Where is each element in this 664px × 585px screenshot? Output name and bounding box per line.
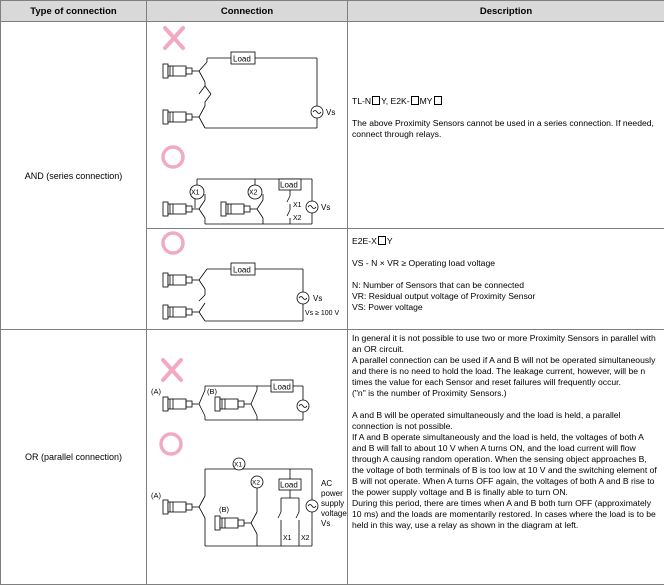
or-d2-supply-2: power xyxy=(321,489,343,498)
placeholder-box-icon xyxy=(434,96,442,105)
and-d3-vs-label: Vs xyxy=(313,294,322,303)
header-description: Description xyxy=(348,1,664,22)
and-diagram3-cell xyxy=(147,229,348,330)
or-d2-relay-x2: X2 xyxy=(301,535,310,542)
or-desc-p2: A parallel connection can be used if A and B will not be operated simultaneously and there is no need to hold the load. The leakage current, however, will be n times the value for each Sensor and reset failures will frequently occur. xyxy=(352,355,660,388)
and-d2-x1-label: X1 xyxy=(191,190,200,197)
or-type-cell xyxy=(1,330,147,585)
and-model2-suffix: Y xyxy=(387,236,393,246)
and-vs-def: VS: Power voltage xyxy=(352,302,660,313)
and-model-mid: Y, E2K- xyxy=(381,96,410,106)
and-row-1 xyxy=(1,22,664,229)
and-series-diagrams xyxy=(147,22,347,226)
or-d2-supply-5: Vs xyxy=(321,519,330,528)
or-parallel-diagrams xyxy=(147,356,347,556)
or-d2-relay-x1: X1 xyxy=(283,535,292,542)
and-series-diagram-3 xyxy=(147,229,347,327)
or-d2-supply-3: supply xyxy=(321,499,344,508)
and-d1-load-label: Load xyxy=(233,55,251,64)
and-model-line-2 xyxy=(352,236,660,247)
circle-mark-icon xyxy=(163,147,183,167)
header-connection: Connection xyxy=(147,1,348,22)
or-desc-p1: In general it is not possible to use two or more Proximity Sensors in parallel with an OR circuit. xyxy=(352,333,660,355)
or-desc-p3: ("n" is the number of Proximity Sensors.) xyxy=(352,388,660,399)
or-d1-load-label: Load xyxy=(273,383,291,392)
and-formula: VS - N × VR ≥ Operating load voltage xyxy=(352,258,660,269)
and-d2-relay-x1: X1 xyxy=(293,202,302,209)
or-d2-supply-4: voltage xyxy=(321,509,347,518)
and-desc-cell-1 xyxy=(348,22,664,229)
or-desc-cell xyxy=(348,330,664,585)
and-d2-x2-label: X2 xyxy=(249,190,258,197)
and-type-cell xyxy=(1,22,147,330)
or-d2-supply-1: AC xyxy=(321,479,332,488)
and-n-def: N: Number of Sensors that can be connected xyxy=(352,280,660,291)
and-model-line xyxy=(352,96,660,107)
or-desc-p5: If A and B operate simultaneously and the load is held, the voltages of both A and B will fall to about 10 V when A turns ON, and the load current will flow through A causing random operation. When the sensing object approaches B, the voltage of both terminals of B is too low at 10 V and the switching element of B will not operate. When A turns OFF again, the voltages of both A and B rise to the power supply voltage and B is finally able to turn ON. xyxy=(352,432,660,498)
and-d2-load-label: Load xyxy=(280,181,298,190)
or-d2-x2-label: X2 xyxy=(252,480,260,487)
and-diagrams-cell xyxy=(147,22,348,229)
or-desc-p4: A and B will be operated simultaneously and the load is held, a parallel connection is not possible. xyxy=(352,410,660,432)
header-row xyxy=(1,1,664,22)
or-d1-a-label: (A) xyxy=(151,387,162,396)
circle-mark-icon xyxy=(163,233,183,253)
placeholder-box-icon xyxy=(411,96,419,105)
placeholder-box-icon xyxy=(378,236,386,245)
and-d3-load-label: Load xyxy=(233,266,251,275)
and-d3-vs-condition: Vs ≥ 100 V xyxy=(305,310,340,317)
and-d2-relay-x2: X2 xyxy=(293,215,302,222)
or-d1-b-label: (B) xyxy=(207,387,218,396)
header-type: Type of connection xyxy=(1,1,147,22)
or-d2-a-label: (A) xyxy=(151,491,162,500)
or-desc-p6: During this period, there are times when A and B both turn OFF (approximately 10 ms) and the loads are momentarily restored. In cases where the load is to be held in this way, use a relay as shown in the diagram at left. xyxy=(352,498,660,531)
circle-mark-icon xyxy=(161,434,181,454)
cross-mark-icon xyxy=(163,360,181,380)
or-type-label: OR (parallel connection) xyxy=(25,452,122,462)
or-diagrams-cell xyxy=(147,330,348,585)
or-d2-b-label: (B) xyxy=(219,505,230,514)
and-model2-prefix: E2E-X xyxy=(352,236,377,246)
and-desc-cell-2 xyxy=(348,229,664,330)
and-type-label: AND (series connection) xyxy=(25,171,123,181)
and-d1-vs-label: Vs xyxy=(326,108,335,117)
and-desc-text: The above Proximity Sensors cannot be used in a series connection. If needed, connect through relays. xyxy=(352,118,660,140)
and-model-suffix: MY xyxy=(420,96,433,106)
and-d2-vs-label: Vs xyxy=(321,203,330,212)
or-d2-x1-label: X1 xyxy=(234,462,242,469)
and-vr-def: VR: Residual output voltage of Proximity Sensor xyxy=(352,291,660,302)
cross-mark-icon xyxy=(165,28,183,48)
or-d2-load-label: Load xyxy=(280,481,298,490)
or-row xyxy=(1,330,664,585)
and-model-prefix: TL-N xyxy=(352,96,371,106)
placeholder-box-icon xyxy=(372,96,380,105)
